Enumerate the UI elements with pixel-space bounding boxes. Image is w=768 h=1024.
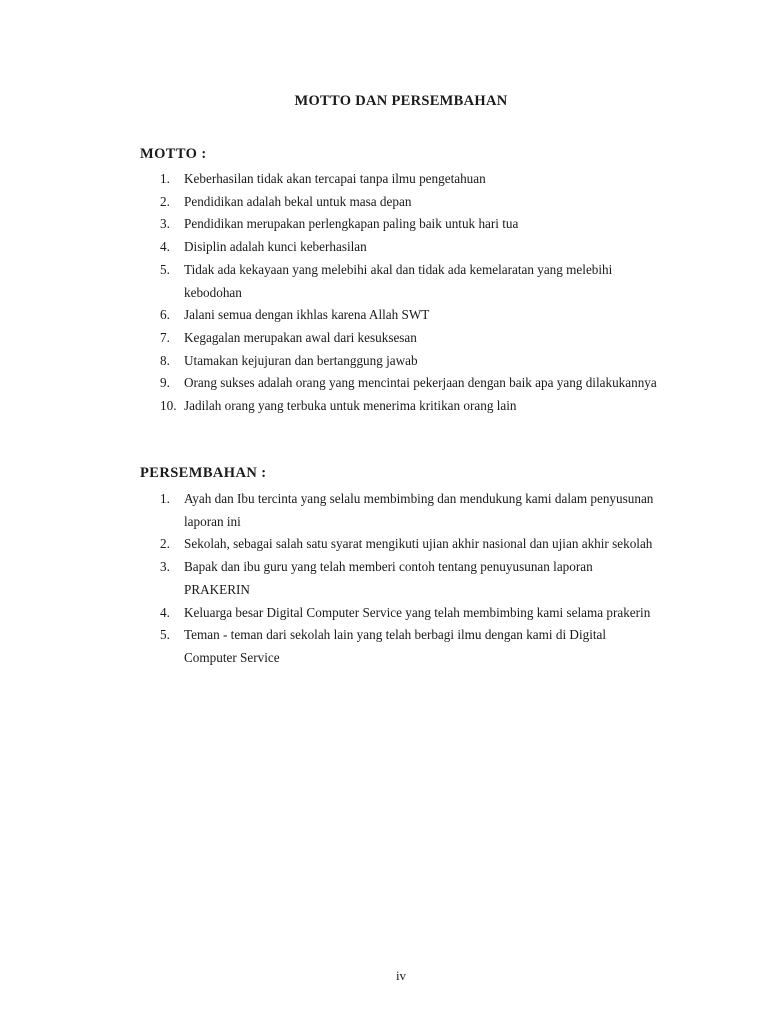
list-number: 2. [160, 536, 170, 552]
list-text: Pendidikan merupakan perlengkapan paling baik untuk hari tua [184, 216, 519, 232]
list-item [140, 191, 660, 214]
list-item [140, 372, 660, 395]
page-number: iv [395, 968, 407, 983]
list-number: 9. [160, 375, 170, 391]
list-number: 10. [160, 398, 177, 414]
list-text: Sekolah, sebagai salah satu syarat mengikuti ujian akhir nasional dan ujian akhir sekolah [184, 536, 653, 552]
list-text: Keberhasilan tidak akan tercapai tanpa ilmu pengetahuan [184, 171, 486, 186]
list-number: 6. [160, 307, 170, 323]
list-text: Bapak dan ibu guru yang telah memberi contoh tentang penuyusunan laporan PRAKERIN [184, 559, 593, 597]
list-number: 5. [160, 261, 170, 277]
list-number: 2. [160, 193, 170, 209]
list-text: Jalani semua dengan ikhlas karena Allah SWT [184, 307, 430, 323]
list-item [140, 602, 660, 625]
list-item [140, 304, 660, 327]
list-number: 8. [160, 352, 170, 368]
list-number: 1. [160, 171, 170, 186]
list-number: 5. [160, 627, 170, 643]
persembahan-heading: PERSEMBAHAN : [140, 465, 267, 481]
list-number: 1. [160, 491, 170, 506]
list-text: Pendidikan adalah bekal untuk masa depan [184, 193, 412, 209]
list-item [140, 168, 660, 191]
list-text: Kegagalan merupakan awal dari kesuksesan [184, 329, 417, 345]
list-item [140, 533, 660, 556]
list-item [140, 259, 660, 304]
list-text: Utamakan kejujuran dan bertanggung jawab [184, 352, 418, 368]
list-number: 7. [160, 329, 170, 345]
list-item [140, 556, 660, 601]
list-number: 4. [160, 239, 170, 255]
motto-list [140, 168, 660, 418]
persembahan-list [140, 488, 660, 670]
list-item [140, 395, 660, 418]
list-item [140, 624, 660, 669]
page-title: MOTTO DAN PERSEMBAHAN [294, 93, 508, 109]
list-item [140, 488, 660, 533]
list-text: Tidak ada kekayaan yang melebihi akal dan tidak ada kemelaratan yang melebihi kebodohan [184, 261, 613, 300]
list-item [140, 236, 660, 259]
list-item [140, 213, 660, 236]
list-item [140, 327, 660, 350]
list-text: Orang sukses adalah orang yang mencintai pekerjaan dengan baik apa yang dilakukannya [184, 375, 657, 391]
list-item [140, 350, 660, 373]
list-number: 4. [160, 604, 170, 620]
motto-heading: MOTTO : [140, 146, 207, 162]
list-text: Teman - teman dari sekolah lain yang telah berbagi ilmu dengan kami di Digital Computer Service [184, 627, 607, 665]
list-text: Jadilah orang yang terbuka untuk menerima kritikan orang lain [184, 398, 517, 414]
list-text: Keluarga besar Digital Computer Service yang telah membimbing kami selama prakerin [184, 604, 651, 620]
list-number: 3. [160, 216, 170, 232]
list-text: Disiplin adalah kunci keberhasilan [184, 239, 367, 255]
list-text: Ayah dan Ibu tercinta yang selalu membimbing dan mendukung kami dalam penyusunan laporan ini [184, 491, 654, 529]
list-number: 3. [160, 559, 170, 575]
